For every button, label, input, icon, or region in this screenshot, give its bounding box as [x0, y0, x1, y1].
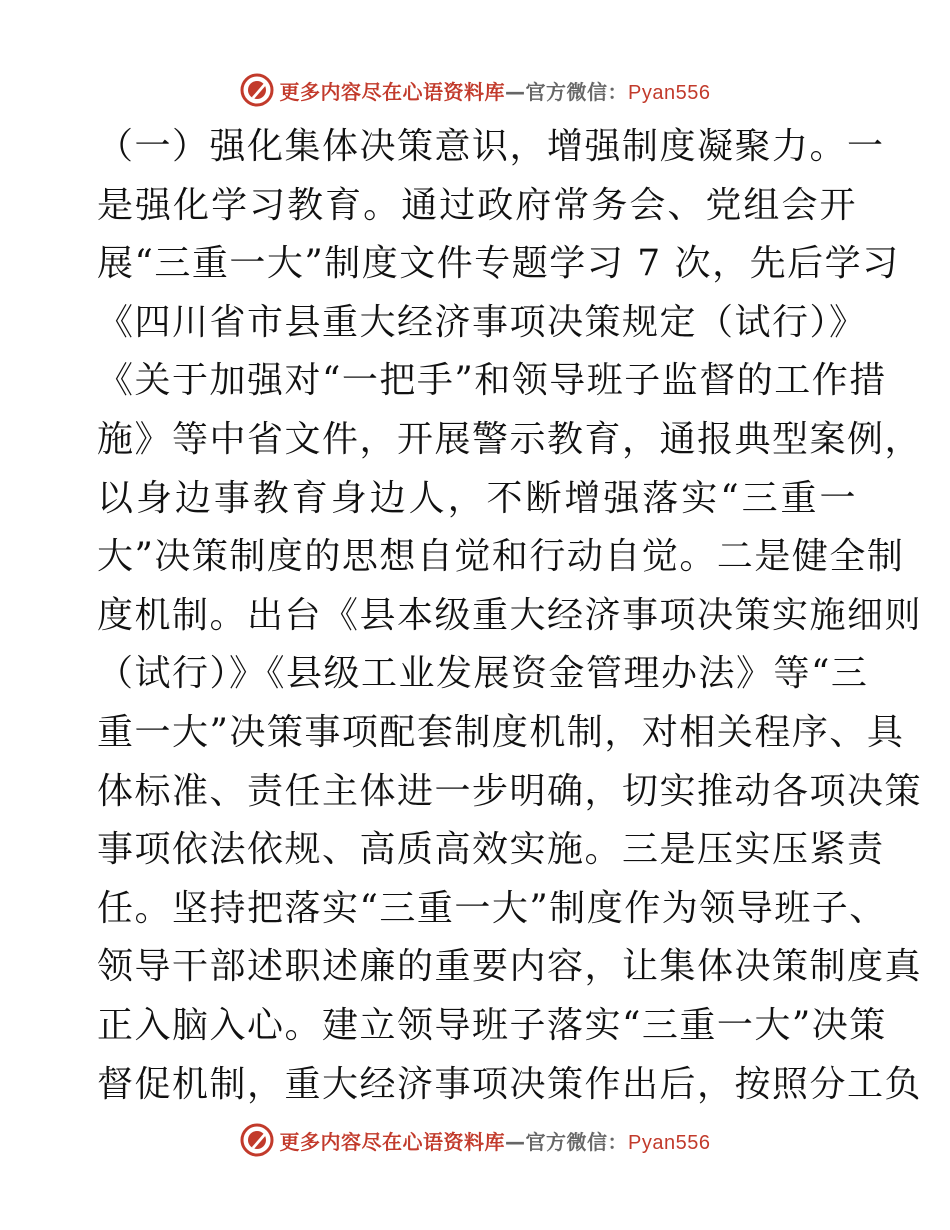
body-line: 度机制。出台《县本级重大经济事项决策实施细则: [97, 594, 923, 636]
header-watermark: [0, 70, 950, 110]
watermark-official: 官方微信：: [525, 1129, 629, 1154]
body-line: 任。坚持把落实“三重一大”制度作为领导班子、: [97, 887, 887, 929]
body-line: 事项依法依规、高质高效实施。三是压实压紧责: [97, 829, 885, 871]
body-line: 《关于加强对“一把手”和领导班子监督的工作措: [97, 360, 887, 402]
body-line: 正入脑入心。建立领导班子落实“三重一大”决策: [97, 1004, 887, 1046]
body-line: 《四川省市县重大经济事项决策规定（试行）》: [97, 301, 867, 343]
pen-circle-logo-icon: [240, 73, 274, 107]
watermark-separator: —: [505, 79, 526, 104]
body-line: 以身边事教育身边人，不断增强落实“三重一: [97, 477, 857, 519]
body-line: 领导干部述职述廉的重要内容，让集体决策制度真: [97, 946, 923, 988]
pen-circle-logo-icon: [240, 1123, 274, 1157]
body-line: 大”决策制度的思想自觉和行动自觉。二是健全制: [97, 536, 905, 578]
body-line: （一）强化集体决策意识，增强制度凝聚力。一: [97, 126, 885, 167]
watermark-official: 官方微信：: [525, 79, 629, 104]
watermark-text: [280, 76, 711, 105]
watermark-brand: 更多内容尽在心语资料库: [279, 1129, 506, 1154]
body-line: 是强化学习教育。通过政府常务会、党组会开: [97, 184, 857, 226]
body-line: 展“三重一大”制度文件专题学习 7 次，先后学习: [97, 243, 900, 285]
footer-watermark: [0, 1120, 950, 1160]
body-line: 督促机制，重大经济事项决策作出后，按照分工负: [97, 1063, 923, 1105]
watermark-text: [280, 1126, 711, 1155]
document-body: [97, 118, 923, 1114]
watermark-brand: 更多内容尽在心语资料库: [279, 79, 506, 104]
body-line: （试行）》《县级工业发展资金管理办法》等“三: [97, 653, 869, 695]
watermark-separator: —: [505, 1129, 526, 1154]
watermark-id: Pyan556: [628, 1131, 711, 1154]
body-line: 重一大”决策事项配套制度机制，对相关程序、具: [97, 711, 905, 753]
body-line: 施》等中省文件，开展警示教育，通报典型案例，: [97, 418, 923, 460]
watermark-id: Pyan556: [628, 81, 711, 104]
body-line: 体标准、责任主体进一步明确，切实推动各项决策: [97, 770, 923, 812]
